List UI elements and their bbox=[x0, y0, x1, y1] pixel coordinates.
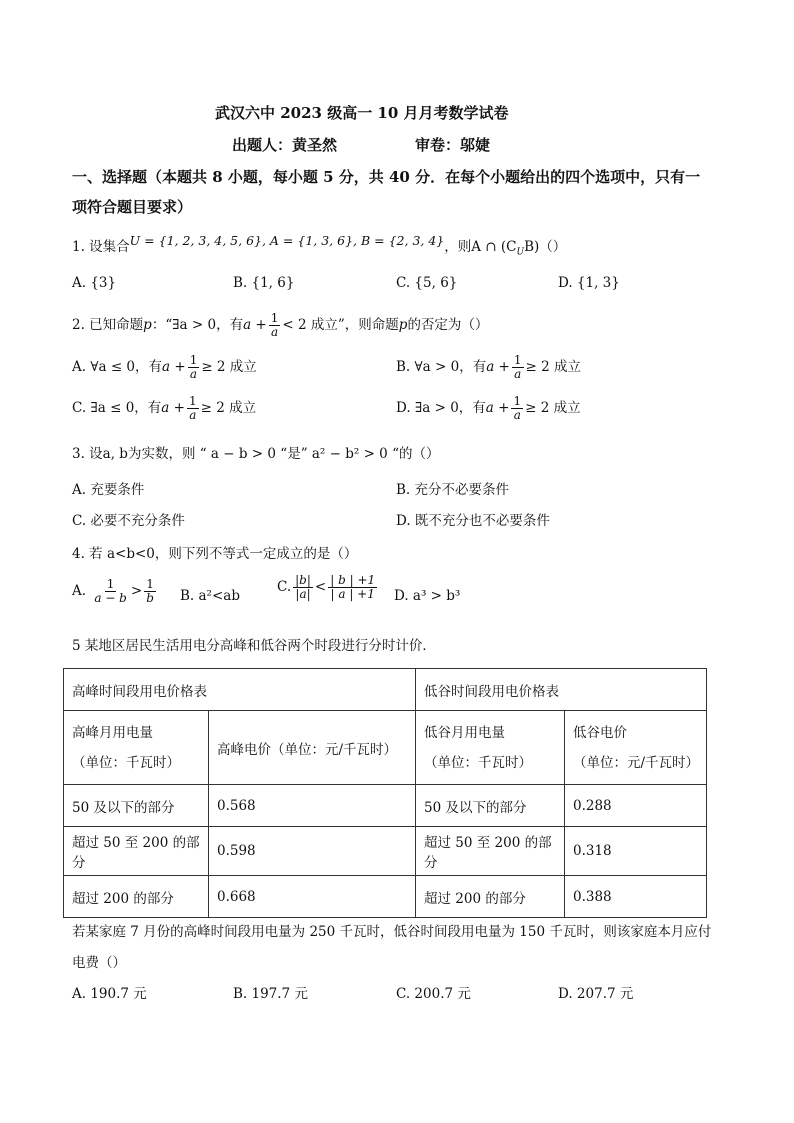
table-cell: 超过 50 至 200 的部分 bbox=[416, 827, 565, 876]
q2-frac-den: a bbox=[270, 325, 279, 339]
q4-a-label: A. bbox=[72, 583, 87, 599]
q2-stem-p-2: p bbox=[398, 317, 408, 333]
q2-c-label: C. bbox=[72, 400, 87, 416]
col-peak-price: 高峰电价（单位：元/千瓦时） bbox=[209, 711, 416, 785]
reviewer-line: 审卷：邬婕 bbox=[415, 136, 491, 154]
q4-option-d: D. a³ > b³ bbox=[394, 588, 461, 604]
q4-a-d2: b bbox=[146, 591, 154, 605]
q2-option-c bbox=[72, 395, 256, 422]
q2-a-den: a bbox=[189, 367, 198, 381]
table-cell: 0.388 bbox=[565, 876, 707, 918]
q2-stem-a: 2. 已知命题 bbox=[72, 317, 144, 333]
col3-line2: （单位：千瓦时） bbox=[424, 754, 532, 771]
q4-c-op: < bbox=[314, 579, 327, 595]
col3-line1: 低谷月用电量 bbox=[424, 724, 505, 741]
section-heading-line2: 项符合题目要求） bbox=[72, 198, 193, 216]
question-4: 4. 若 a<b<0，则下列不等式一定成立的是（） bbox=[72, 546, 358, 562]
q4-c-d2: | a | +1 bbox=[330, 587, 375, 601]
q2-d-label: D. bbox=[396, 400, 411, 416]
table-cell: 0.568 bbox=[209, 785, 416, 827]
q2-d-den: a bbox=[513, 408, 521, 422]
table-row bbox=[64, 827, 707, 876]
table-cell: 超过 200 的部分 bbox=[416, 876, 565, 918]
table-cell: 0.668 bbox=[209, 876, 416, 918]
q1-option-b: B. {1, 6} bbox=[233, 275, 295, 291]
col-valley-usage bbox=[416, 711, 565, 785]
q3-option-d: D. 既不充分也不必要条件 bbox=[396, 513, 550, 529]
q4-a-op: > bbox=[130, 583, 143, 599]
q4-option-c bbox=[277, 574, 379, 601]
peak-header: 高峰时间段用电价格表 bbox=[64, 669, 416, 711]
q2-option-a bbox=[72, 354, 257, 381]
electricity-price-table bbox=[63, 668, 707, 918]
q1-suffix: ，则A ∩ (C bbox=[444, 239, 517, 255]
q2-stem-d: < 2 成立”，则命题 bbox=[282, 317, 399, 333]
q2-b-quant: ∀a > 0，有 bbox=[414, 359, 487, 375]
q2-b-label: B. bbox=[396, 359, 411, 375]
q1-tail: B)（） bbox=[524, 239, 567, 255]
q3-option-a: A. 充要条件 bbox=[72, 482, 145, 498]
q2-stem-e: 的否定为（） bbox=[407, 317, 489, 333]
q4-c-label: C. bbox=[277, 579, 292, 595]
table-row bbox=[64, 876, 707, 918]
table-cell: 超过 50 至 200 的部分 bbox=[64, 827, 209, 876]
q4-c-d1: |a| bbox=[295, 587, 311, 601]
table-cell: 50 及以下的部分 bbox=[416, 785, 565, 827]
q2-a-frac bbox=[188, 354, 200, 381]
q4-option-a bbox=[72, 578, 158, 605]
q2-a-label: A. bbox=[72, 359, 87, 375]
q4-c-frac2 bbox=[328, 574, 377, 601]
q4-a-frac1 bbox=[92, 578, 129, 605]
q1-prefix: 1. 设集合 bbox=[72, 239, 130, 255]
question-3: 3. 设a, b为实数，则 “ a − b > 0 “是” a² − b² > 0 “的（） bbox=[72, 446, 440, 462]
q4-c-n2: | b | +1 bbox=[330, 573, 376, 587]
q2-c-rest: ≥ 2 成立 bbox=[200, 400, 257, 416]
q4-a-n2: 1 bbox=[146, 577, 154, 591]
q2-d-expr: a + bbox=[485, 400, 510, 416]
q2-b-expr: a + bbox=[486, 359, 510, 375]
col4-line1: 低谷电价 bbox=[573, 724, 627, 741]
q2-a-rest: ≥ 2 成立 bbox=[201, 359, 257, 375]
q4-c-n1: |b| bbox=[295, 573, 311, 587]
q2-stem-c: a + bbox=[243, 317, 267, 333]
q2-a-quant: ∀a ≤ 0，有 bbox=[90, 359, 163, 375]
q2-c-quant: ∃a ≤ 0，有 bbox=[90, 400, 162, 416]
q2-option-b bbox=[396, 354, 581, 381]
q5-stem-line2: 电费（） bbox=[72, 955, 126, 971]
q2-b-frac bbox=[512, 354, 524, 381]
q2-d-num: 1 bbox=[513, 394, 522, 408]
question-1 bbox=[72, 235, 566, 258]
q1-math: U = {1, 2, 3, 4, 5, 6}, A = {1, 3, 6}, B = {2, 3, 4} bbox=[129, 233, 445, 248]
q3-option-b: B. 充分不必要条件 bbox=[396, 482, 510, 498]
q2-c-num: 1 bbox=[188, 394, 197, 408]
q5-option-a: A. 190.7 元 bbox=[72, 986, 147, 1002]
valley-header: 低谷时间段用电价格表 bbox=[416, 669, 707, 711]
table-cell: 超过 200 的部分 bbox=[64, 876, 209, 918]
q2-a-expr: a + bbox=[162, 359, 186, 375]
q2-stem-p: p bbox=[143, 317, 152, 333]
table-cell: 0.288 bbox=[565, 785, 707, 827]
author-line: 出题人：黄圣然 bbox=[232, 136, 338, 154]
col-valley-price bbox=[565, 711, 707, 785]
q3-option-c: C. 必要不充分条件 bbox=[72, 513, 185, 529]
q4-a-frac2 bbox=[144, 578, 156, 605]
q5-option-c: C. 200.7 元 bbox=[396, 986, 471, 1002]
q2-frac-num: 1 bbox=[270, 311, 279, 325]
table-cell: 0.598 bbox=[209, 827, 416, 876]
table-row bbox=[64, 785, 707, 827]
q2-c-den: a bbox=[189, 408, 197, 422]
q5-stem-line1: 若某家庭 7 月份的高峰时间段用电量为 250 千瓦时，低谷时间段用电量为 150 千瓦时，则该家庭本月应付 bbox=[72, 924, 712, 940]
col1-line1: 高峰月用电量 bbox=[72, 724, 153, 741]
q4-a-n1: 1 bbox=[106, 577, 115, 591]
q2-b-rest: ≥ 2 成立 bbox=[525, 359, 581, 375]
section-heading-line1: 一、选择题（本题共 8 小题，每小题 5 分，共 40 分．在每个小题给出的四个选项中，只有一 bbox=[72, 168, 701, 186]
q2-a-num: 1 bbox=[189, 353, 198, 367]
q5-option-b: B. 197.7 元 bbox=[233, 986, 308, 1002]
q2-d-frac bbox=[511, 395, 523, 422]
q2-fraction bbox=[269, 312, 281, 339]
q2-c-expr: a + bbox=[161, 400, 185, 416]
q1-sub: U bbox=[516, 247, 525, 258]
col-peak-usage bbox=[64, 711, 209, 785]
table-cell: 50 及以下的部分 bbox=[64, 785, 209, 827]
table-cell: 0.318 bbox=[565, 827, 707, 876]
q4-c-frac1 bbox=[293, 574, 313, 601]
q5-option-d: D. 207.7 元 bbox=[558, 986, 634, 1002]
col4-line2: （单位：元/千瓦时） bbox=[573, 754, 700, 771]
question-2 bbox=[72, 312, 488, 339]
q2-d-rest: ≥ 2 成立 bbox=[525, 400, 581, 416]
table-header-row bbox=[64, 669, 707, 711]
exam-title: 武汉六中 2023 级高一 10 月月考数学试卷 bbox=[215, 104, 509, 122]
q2-stem-b: ：“∃a > 0，有 bbox=[151, 317, 244, 333]
q2-option-d bbox=[396, 395, 581, 422]
q1-option-d: D. {1, 3} bbox=[558, 275, 620, 291]
q1-option-c: C. {5, 6} bbox=[396, 275, 458, 291]
q2-c-frac bbox=[187, 395, 199, 422]
q2-d-quant: ∃a > 0，有 bbox=[414, 400, 486, 416]
col1-line2: （单位：千瓦时） bbox=[72, 754, 180, 771]
q4-option-b: B. a²<ab bbox=[180, 588, 240, 604]
question-5-intro: 5 某地区居民生活用电分高峰和低谷两个时段进行分时计价． bbox=[72, 638, 436, 654]
table-column-header-row bbox=[64, 711, 707, 785]
q4-a-d1: a − b bbox=[94, 591, 127, 605]
q1-option-a: A. {3} bbox=[72, 275, 117, 291]
q2-b-den: a bbox=[514, 367, 522, 381]
q2-b-num: 1 bbox=[513, 353, 522, 367]
